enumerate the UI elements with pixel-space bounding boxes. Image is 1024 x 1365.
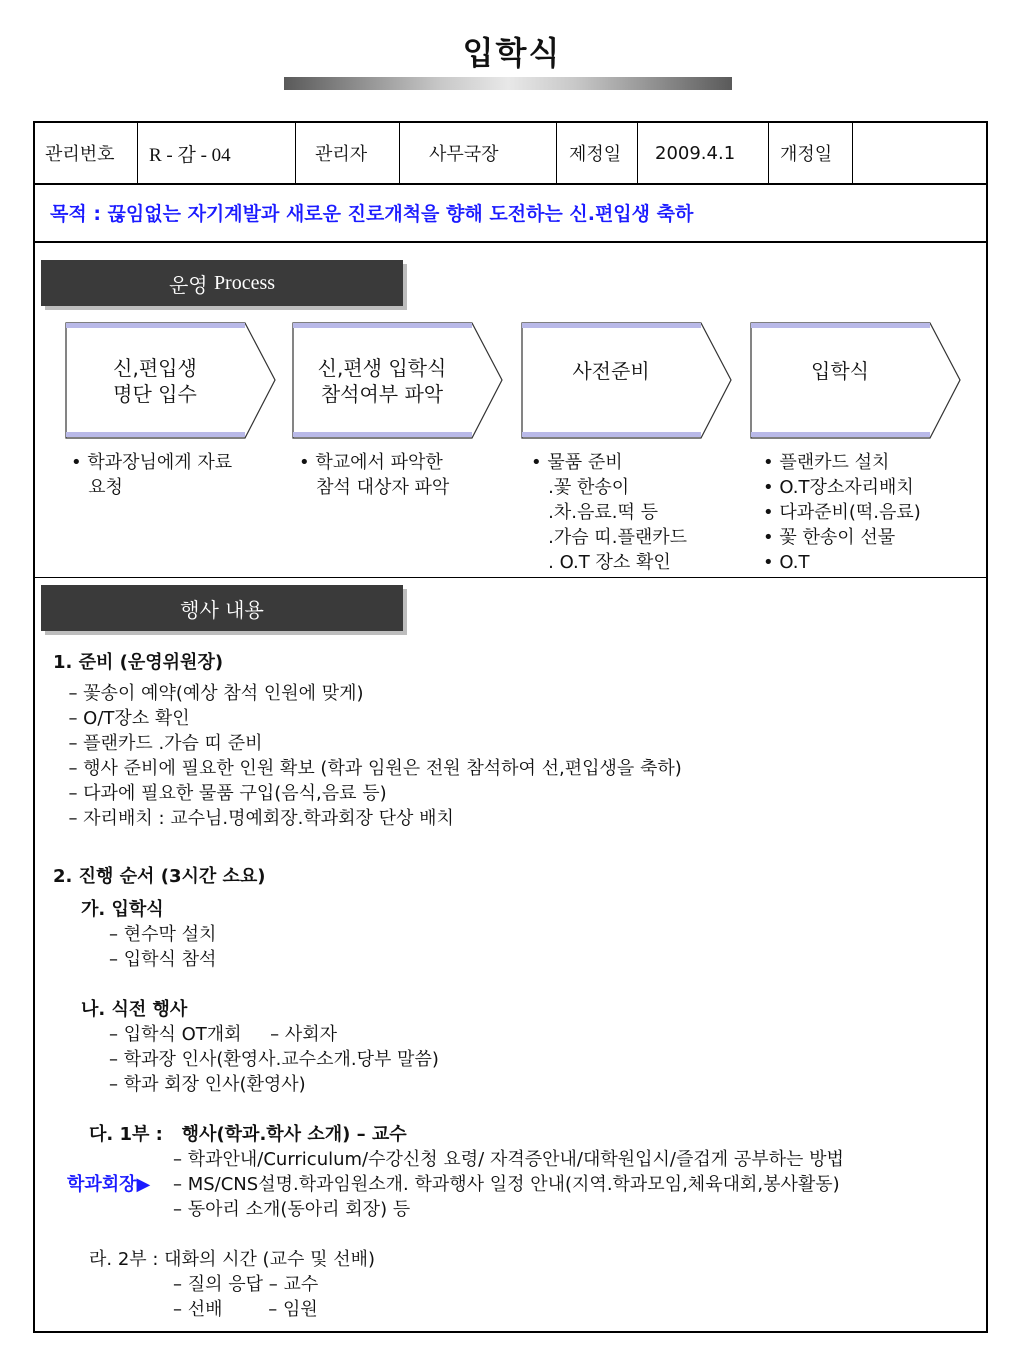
section-1-item: – 행사 준비에 필요한 인원 확보 (학과 임원은 전원 참석하여 선,편입생을 축하)	[57, 758, 682, 779]
subsection-ra-item: – 질의 응답 – 교수	[173, 1274, 319, 1295]
process-step-label: 신,편생 입학식 참석여부 파악	[317, 356, 447, 406]
divider	[399, 123, 400, 184]
row-divider	[35, 577, 986, 578]
content-header: 행사 내용	[41, 585, 403, 631]
page-title: 입학식	[462, 34, 562, 72]
bullet-line: • 꽃 한송이 선물	[763, 527, 896, 548]
row-divider	[35, 183, 986, 185]
divider	[137, 123, 138, 184]
process-step-2-bullets	[299, 450, 449, 500]
document-frame	[33, 121, 988, 1333]
subsection-na-item: – 입학식 OT개회 – 사회자	[109, 1024, 338, 1045]
bullet-line: • 다과준비(떡.음료)	[763, 502, 921, 523]
bullet-line: 참석 대상자 파악	[299, 477, 450, 498]
divider	[637, 123, 638, 184]
section-1-item: – 다과에 필요한 물품 구입(음식,음료 등)	[57, 783, 387, 804]
subsection-da-item: – 동아리 소개(동아리 회장) 등	[173, 1199, 411, 1220]
section-2-title: 2. 진행 순서 (3시간 소요)	[53, 866, 266, 887]
section-1-item: – O/T장소 확인	[57, 708, 190, 729]
bullet-line: 요청	[71, 477, 123, 498]
process-step-label: 신,편입생 명단 입수	[113, 356, 197, 406]
process-step-3	[521, 322, 733, 440]
subsection-da-item: – MS/CNS설명.학과임원소개. 학과행사 일정 안내(지역.학과모임,체육대회,봉사활동)	[173, 1174, 840, 1195]
section-1-item: – 자리배치 : 교수님.명예회장.학과회장 단상 배치	[57, 808, 454, 829]
subsection-na-title: 나. 식전 행사	[81, 999, 188, 1020]
subsection-na-item: – 학과 회장 인사(환영사)	[109, 1074, 306, 1095]
manager-value: 사무국장	[429, 144, 499, 165]
process-header-ko: 운영	[168, 272, 208, 297]
subsection-ga-title: 가. 입학식	[81, 899, 164, 920]
da-side-label: 학과회장▶	[67, 1174, 151, 1195]
divider	[852, 123, 853, 184]
divider	[768, 123, 769, 184]
created-label: 제정일	[569, 144, 622, 165]
purpose-statement: 목적 : 끊임없는 자기계발과 새로운 진로개척을 향해 도전하는 신.편입생 축하	[50, 203, 694, 225]
divider	[556, 123, 557, 184]
bullet-line: • 플랜카드 설치	[763, 452, 890, 473]
process-header	[41, 260, 403, 306]
row-divider	[35, 241, 986, 243]
revised-label: 개정일	[780, 144, 833, 165]
bullet-line: • 물품 준비	[531, 452, 623, 473]
process-step-4-bullets	[763, 450, 921, 575]
mgmt-no-value: R - 감 - 04	[149, 144, 231, 166]
process-step-1	[65, 322, 277, 440]
mgmt-no-label: 관리번호	[45, 144, 115, 165]
bullet-line: .차.음료.떡 등	[531, 502, 658, 523]
process-header-en: Process	[213, 271, 276, 294]
bullet-line: .가슴 띠.플랜카드	[531, 527, 688, 548]
subsection-ra-title: 라. 2부 : 대화의 시간 (교수 및 선배)	[89, 1249, 375, 1270]
subsection-ra-item: – 선배 – 임원	[173, 1299, 318, 1320]
subsection-ga-item: – 입학식 참석	[109, 949, 217, 970]
process-step-3-bullets	[531, 450, 687, 575]
subsection-ga-item: – 현수막 설치	[109, 924, 217, 945]
created-value: 2009.4.1	[655, 142, 736, 164]
process-step-1-bullets	[71, 450, 232, 500]
bullet-line: • O.T	[763, 552, 810, 573]
section-1-item: – 플랜카드 .가슴 띠 준비	[57, 733, 263, 754]
subsection-da-title: 다. 1부 : 행사(학과.학사 소개) – 교수	[89, 1124, 407, 1145]
bullet-line: • O.T장소자리배치	[763, 477, 914, 498]
process-step-2	[292, 322, 504, 440]
subsection-na-item: – 학과장 인사(환영사.교수소개.당부 말씀)	[109, 1049, 439, 1070]
title-underline-bar	[284, 77, 732, 90]
process-step-4	[750, 322, 962, 440]
manager-label: 관리자	[315, 144, 368, 165]
subsection-da-item: – 학과안내/Curriculum/수강신청 요령/ 자격증안내/대학원입시/즐겁게 공부하는 방법	[173, 1149, 844, 1170]
bullet-line: • 학교에서 파악한	[299, 452, 443, 473]
bullet-line: .꽃 한송이	[531, 477, 630, 498]
process-step-label: 입학식	[811, 359, 869, 383]
section-1-item: – 꽃송이 예약(예상 참석 인원에 맞게)	[57, 683, 364, 704]
bullet-line: . O.T 장소 확인	[531, 552, 671, 573]
process-step-label: 사전준비	[572, 359, 650, 383]
bullet-line: • 학과장님에게 자료	[71, 452, 233, 473]
divider	[295, 123, 296, 184]
section-1-title: 1. 준비 (운영위원장)	[53, 652, 224, 673]
